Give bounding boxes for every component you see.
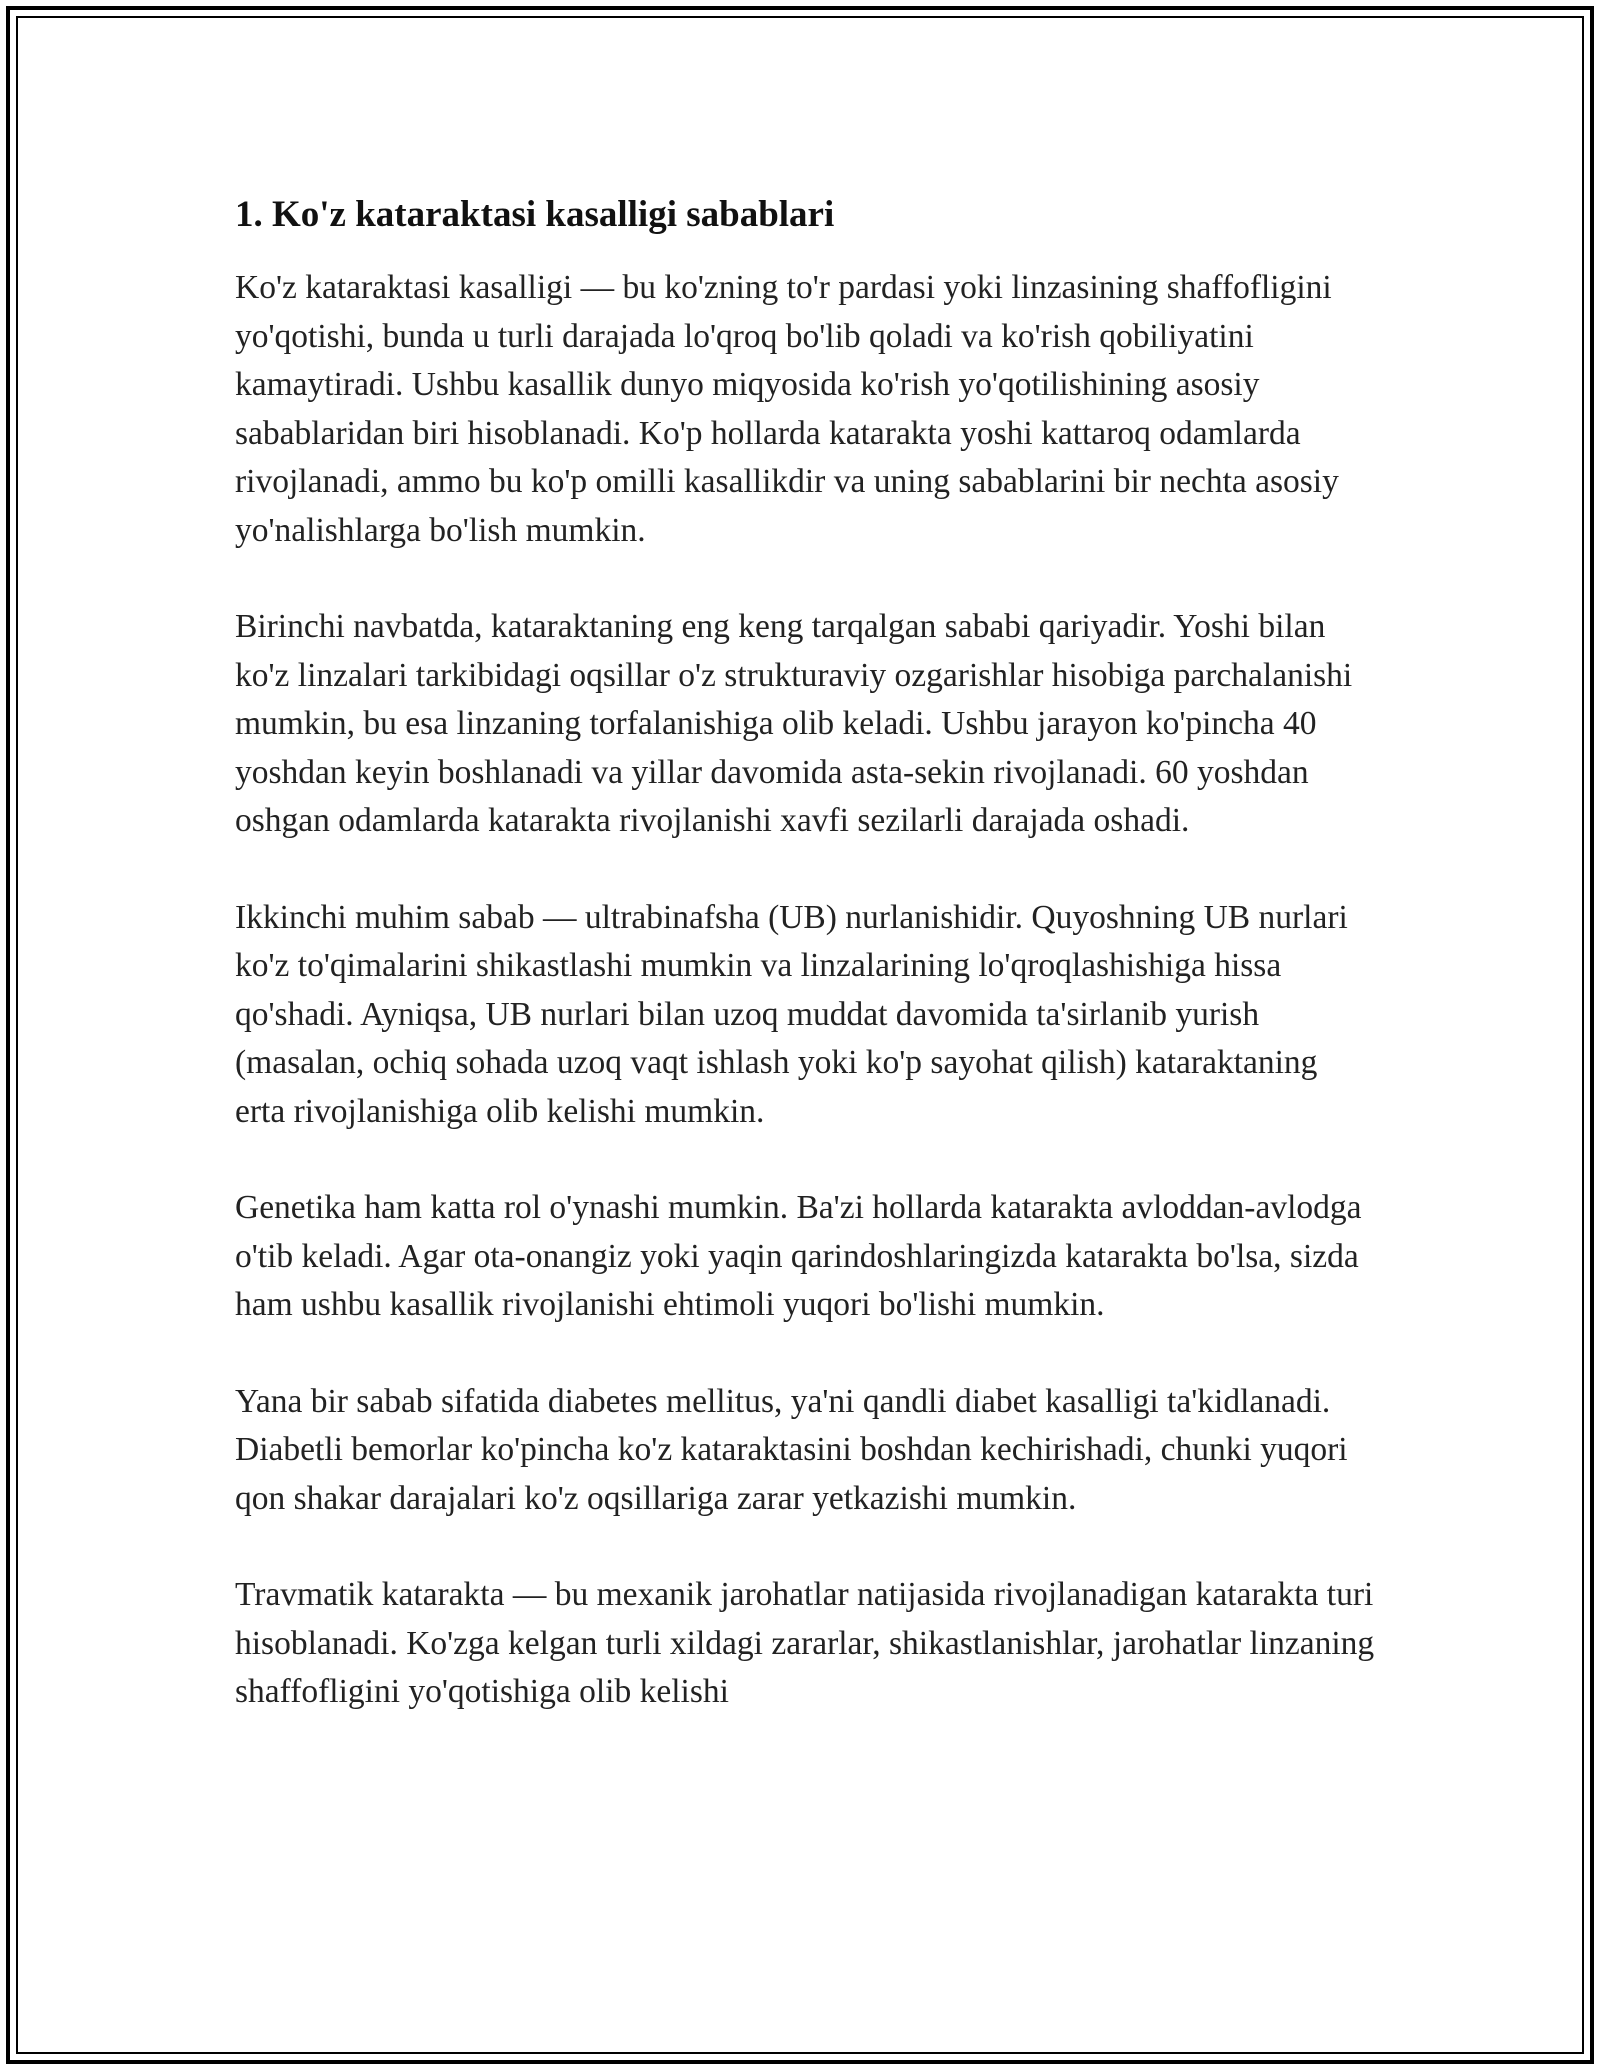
paragraph-diabetes-cause: Yana bir sabab sifatida diabetes mellitus, ya'ni qandli diabet kasalligi ta'kidlanadi. Diabetli bemorlar ko'pincha ko'z kataraktasini boshdan kechirishadi, chunki yuqori qon shakar darajalari ko'z oqsillariga zarar yetkazishi mumkin.: [235, 1382, 1348, 1517]
section-heading: 1. Ko'z kataraktasi kasalligi sabablari: [235, 194, 835, 235]
paragraph-trauma-cause: Travmatik katarakta — bu mexanik jarohatlar natijasida rivojlanadigan katarakta turi hisoblanadi. Ko'zga kelgan turli xildagi zararlar, shikastlanishlar, jarohatlar linzaning shaffofligini yo'qotishiga olib kelishi: [235, 1576, 1375, 1710]
paragraph-introduction: Ko'z kataraktasi kasalligi — bu ko'zning to'r pardasi yoki linzasining shaffofligini yo'qotishi, bunda u turli darajada lo'qroq bo'lib qoladi va ko'rish qobiliyatini kamaytiradi. Ushbu kasallik dunyo miqyosida ko'rish yo'qotilishining asosiy sabablaridan biri hisoblanadi. Ko'p hollarda katarakta yoshi kattaroq odamlarda rivojlanadi, ammo bu ko'p omilli kasallikdir va uning sabablarini bir nechta asosiy yo'nalishlarga bo'lish mumkin.: [235, 269, 1339, 549]
paragraph-age-cause: Birinchi navbatda, kataraktaning eng keng tarqalgan sababi qariyadir. Yoshi bilan ko'z linzalari tarkibidagi oqsillar o'z strukturaviy ozgarishlar hisobiga parchalanishi mumkin, bu esa linzaning torfalanishiga olib keladi. Ushbu jarayon ko'pincha 40 yoshdan keyin boshlanadi va yillar davomida asta-sekin rivojlanadi. 60 yoshdan oshgan odamlarda katarakta rivojlanishi xavfi sezilarli darajada oshadi.: [235, 608, 1353, 839]
document-body: [235, 188, 1375, 1717]
paragraph-uv-cause: Ikkinchi muhim sabab — ultrabinafsha (UB) nurlanishidir. Quyoshning UB nurlari ko'z to'qimalarini shikastlashi mumkin va linzalarining lo'qroqlashishiga hissa qo'shadi. Ayniqsa, UB nurlari bilan uzoq muddat davomida ta'sirlanib yurish (masalan, ochiq sohada uzoq vaqt ishlash yoki ko'p sayohat qilish) kataraktaning erta rivojlanishiga olib kelishi mumkin.: [235, 898, 1348, 1130]
paragraph-genetics-cause: Genetika ham katta rol o'ynashi mumkin. Ba'zi hollarda katarakta avloddan-avlodga o'tib keladi. Agar ota-onangiz yoki yaqin qarindoshlaringizda katarakta bo'lsa, sizda ham ushbu kasallik rivojlanishi ehtimoli yuqori bo'lishi mumkin.: [235, 1189, 1362, 1323]
